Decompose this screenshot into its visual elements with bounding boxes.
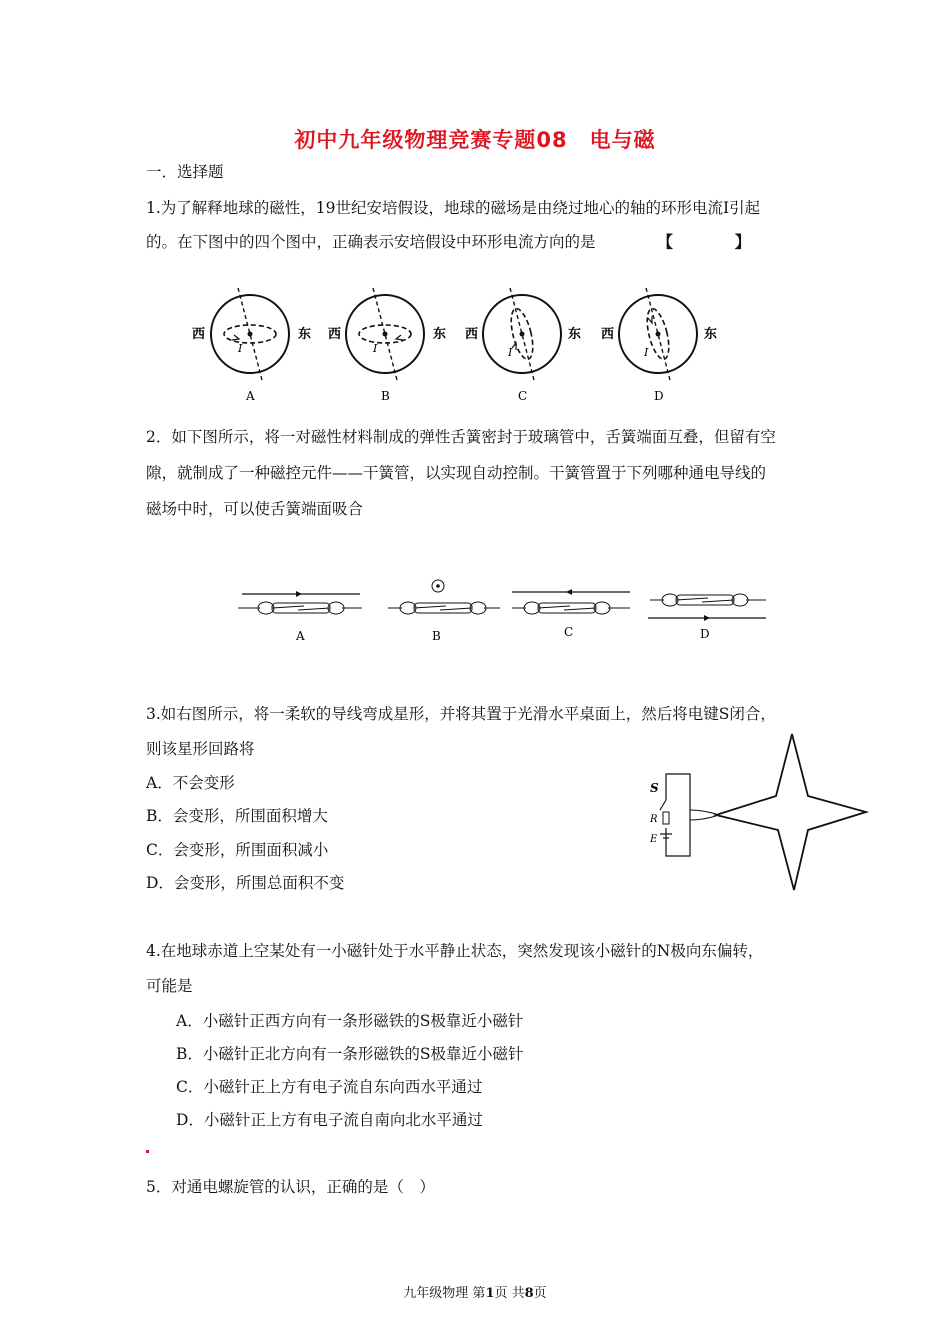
q1-label-a: A xyxy=(246,389,255,403)
q1-b-west-label: 西 xyxy=(328,327,342,342)
footer-mid: 页 共 xyxy=(494,1286,525,1301)
q1-a-east-label: 东 xyxy=(298,327,312,342)
q1-a-west-label: 西 xyxy=(192,327,206,342)
q2-figure-b xyxy=(388,580,500,643)
resistor-label: R xyxy=(650,814,658,825)
q5-text-line1: 5．对通电螺旋管的认识，正确的是（ ） xyxy=(146,1178,435,1196)
stray-mark xyxy=(146,1150,149,1153)
footer-suffix: 页 xyxy=(533,1286,547,1301)
q1-b-current-label: I xyxy=(373,342,378,355)
q2-label-c: C xyxy=(564,625,574,639)
q1-c-west-label: 西 xyxy=(465,327,479,342)
q1-figure-c xyxy=(465,288,581,403)
footer-prefix: 九年级物理 第 xyxy=(403,1286,486,1301)
q1-d-west-label: 西 xyxy=(601,327,615,342)
q1-text-line2-body: 的。在下图中的四个图中，正确表示安培假设中环形电流方向的是 xyxy=(146,233,596,251)
q2-text-line1: 2．如下图所示，将一对磁性材料制成的弹性舌簧密封于玻璃管中，舌簧端面互叠，但留有空 xyxy=(146,428,776,446)
q1-c-current-label: I xyxy=(508,346,513,359)
q1-label-c: C xyxy=(518,389,528,403)
q4-text-line1: 4.在地球赤道上空某处有一小磁针处于水平静止状态，突然发现该小磁针的N极向东偏转， xyxy=(146,942,764,960)
footer-page-number: 1 xyxy=(485,1286,495,1301)
q1-figure-b xyxy=(328,288,446,403)
q2-text-line2: 隙，就制成了一种磁控元件——干簧管，以实现自动控制。干簧管置于下列哪种通电导线的 xyxy=(146,464,767,482)
page-title: 初中九年级物理竞赛专题08 电与磁 xyxy=(294,128,656,152)
q3-text-line2: 则该星形回路将 xyxy=(146,740,255,758)
q2-figure-d xyxy=(648,594,766,641)
q3-option-b: B．会变形，所围面积增大 xyxy=(146,807,328,825)
answer-bracket: 【 】 xyxy=(657,232,751,251)
q1-label-b: B xyxy=(381,389,390,403)
q1-b-east-label: 东 xyxy=(433,327,447,342)
q1-figure-a xyxy=(192,288,311,403)
q1-d-east-label: 东 xyxy=(704,327,718,342)
q4-option-b: B．小磁针正北方向有一条形磁铁的S极靠近小磁针 xyxy=(176,1045,524,1063)
q3-option-c: C．会变形，所围面积减小 xyxy=(146,841,329,859)
q4-text-line2: 可能是 xyxy=(146,977,193,995)
q3-option-d: D．会变形，所围总面积不变 xyxy=(146,874,345,892)
q2-text-line3: 磁场中时，可以使舌簧端面吸合 xyxy=(146,500,364,518)
q1-a-current-label: I xyxy=(238,342,243,355)
q3-star-circuit-figure xyxy=(640,730,872,898)
q1-earth-current-figures xyxy=(180,288,740,408)
section-heading: 一．选择题 xyxy=(146,163,224,181)
page-footer xyxy=(0,1282,950,1301)
q1-figure-d xyxy=(601,288,717,403)
q4-option-a: A．小磁针正西方向有一条形磁铁的S极靠近小磁针 xyxy=(176,1012,524,1030)
q4-option-d: D．小磁针正上方有电子流自南向北水平通过 xyxy=(176,1111,483,1129)
battery-label: E xyxy=(650,834,658,845)
switch-label: S xyxy=(650,781,659,795)
q1-d-current-label: I xyxy=(644,346,649,359)
q3-option-a: A．不会变形 xyxy=(146,774,235,792)
q1-label-d: D xyxy=(654,389,664,403)
q3-text-line1: 3.如右图所示，将一柔软的导线弯成星形，并将其置于光滑水平桌面上，然后将电键S闭合， xyxy=(146,705,776,723)
q2-label-d: D xyxy=(700,627,710,641)
footer-total-pages: 8 xyxy=(524,1286,534,1301)
q1-text-line2 xyxy=(146,231,750,253)
q2-figure-a xyxy=(238,591,362,643)
q2-label-a: A xyxy=(296,629,305,643)
q2-reed-switch-figures xyxy=(238,578,774,648)
q2-label-b: B xyxy=(432,629,441,643)
q2-figure-c xyxy=(512,589,630,639)
q1-c-east-label: 东 xyxy=(568,327,582,342)
q1-text-line1: 1.为了解释地球的磁性，19世纪安培假设，地球的磁场是由绕过地心的轴的环形电流I引起 xyxy=(146,199,761,217)
q4-option-c: C．小磁针正上方有电子流自东向西水平通过 xyxy=(176,1078,483,1096)
